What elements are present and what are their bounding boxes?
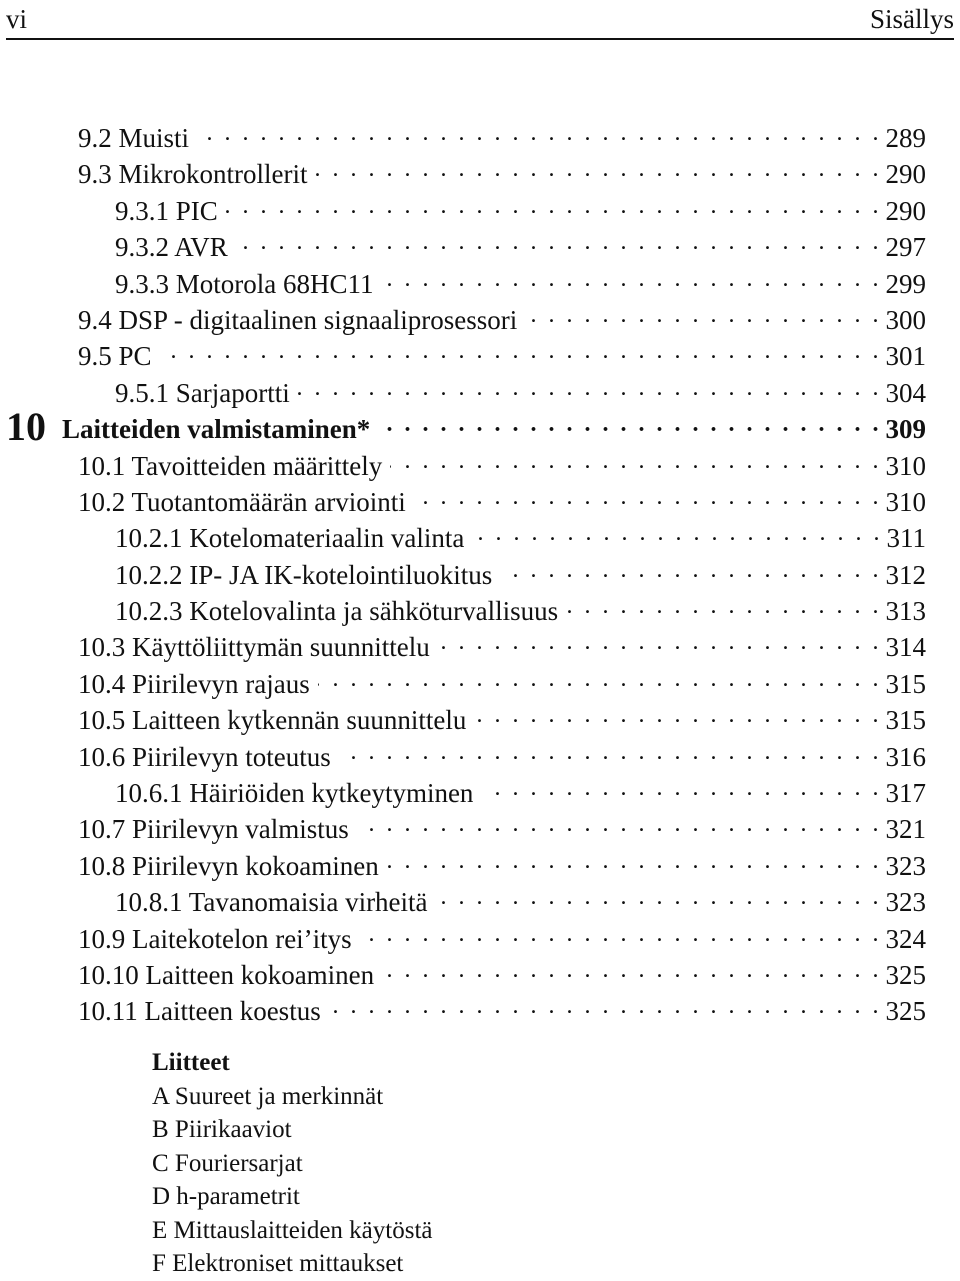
toc-entry-title: 9.3.2 AVR	[115, 232, 228, 263]
toc-entry[interactable]	[0, 693, 960, 736]
toc-entry-title: 9.5 PC	[78, 341, 152, 372]
toc-entry-page-number: 300	[885, 304, 926, 335]
toc-entry-page-number: 297	[885, 232, 926, 263]
toc-entry-title: 10.6.1 Häiriöiden kytkeytyminen	[115, 778, 474, 809]
table-of-contents	[0, 111, 960, 1027]
toc-entry-page-number: 324	[885, 923, 926, 954]
toc-entry[interactable]	[0, 147, 960, 190]
toc-entry[interactable]	[0, 766, 960, 809]
appendices-section	[152, 1046, 433, 1281]
toc-entry-title: 10.1 Tavoitteiden määrittely	[78, 450, 383, 481]
toc-entry-title: 10.8 Piirilevyn kokoaminen	[78, 850, 379, 881]
toc-entry-page-number: 310	[885, 450, 926, 481]
toc-dot-leader	[315, 151, 881, 187]
toc-entry-page-number: 317	[885, 778, 926, 809]
toc-entry-title: 10.2.2 IP- JA IK-kotelointiluokitus	[115, 559, 493, 590]
toc-entry[interactable]	[0, 366, 960, 408]
toc-entry-page-number: 299	[885, 268, 926, 299]
toc-dot-leader	[197, 115, 881, 151]
appendix-item[interactable]: A Suureet ja merkinnät	[152, 1082, 384, 1110]
toc-entry-title: Laitteiden valmistaminen*	[62, 414, 371, 445]
toc-entry-page-number: 321	[885, 814, 926, 845]
toc-entry-title: 10.7 Piirilevyn valmistus	[78, 814, 349, 845]
appendices-heading: Liitteet	[152, 1049, 230, 1076]
toc-entry-page-number: 323	[885, 887, 926, 918]
toc-entry[interactable]	[0, 802, 960, 845]
toc-dot-leader	[436, 879, 882, 915]
toc-entry-page-number: 316	[885, 741, 926, 772]
toc-entry-page-number: 309	[885, 414, 926, 445]
toc-entry-title: 10.6 Piirilevyn toteutus	[78, 741, 331, 772]
toc-entry-title: 10.2.1 Kotelomateriaalin valinta	[115, 523, 465, 554]
toc-entry-page-number: 325	[885, 959, 926, 990]
toc-entry[interactable]	[0, 257, 960, 299]
toc-entry-title: 9.3 Mikrokontrollerit	[78, 159, 308, 190]
toc-dot-leader	[318, 661, 882, 697]
toc-entry[interactable]	[0, 511, 960, 554]
toc-dot-leader	[236, 224, 882, 260]
toc-entry-page-number: 312	[885, 559, 926, 590]
appendix-item[interactable]: C Fouriersarjat	[152, 1149, 303, 1177]
toc-entry-title: 10.3 Käyttöliittymän suunnittelu	[78, 632, 430, 663]
toc-entry[interactable]	[0, 475, 960, 517]
page-number: vi	[6, 4, 28, 34]
toc-entry-page-number: 289	[885, 123, 926, 153]
toc-dot-leader	[438, 624, 882, 660]
toc-dot-leader	[566, 588, 881, 624]
toc-dot-leader	[472, 515, 882, 551]
toc-dot-leader	[298, 370, 882, 406]
toc-entry-title: 10.4 Piirilevyn rajaus	[78, 668, 310, 699]
toc-entry-title: 9.5.1 Sarjaportti	[115, 377, 290, 408]
toc-entry[interactable]	[0, 948, 960, 990]
toc-dot-leader	[500, 552, 881, 588]
appendix-item[interactable]: D h-parametrit	[152, 1183, 300, 1210]
toc-dot-leader	[387, 843, 882, 879]
toc-entry-page-number: 290	[885, 195, 926, 226]
toc-entry[interactable]	[0, 329, 960, 372]
toc-entry-title: 9.2 Muisti	[78, 123, 190, 153]
toc-entry[interactable]	[0, 548, 960, 590]
toc-entry-page-number: 304	[885, 377, 926, 408]
appendices-list	[152, 1080, 433, 1281]
toc-dot-leader	[339, 734, 882, 770]
toc-entry-page-number: 315	[885, 705, 926, 736]
toc-entry-page-number: 325	[885, 996, 926, 1027]
toc-entry[interactable]	[0, 293, 960, 335]
toc-dot-leader	[481, 770, 881, 806]
toc-entry-title: 10.10 Laitteen kokoaminen	[78, 959, 375, 990]
appendix-item[interactable]: E Mittauslaitteiden käytöstä	[152, 1216, 433, 1244]
toc-entry[interactable]	[0, 657, 960, 699]
toc-dot-leader	[382, 261, 882, 297]
toc-entry-page-number: 311	[886, 523, 926, 554]
toc-dot-leader	[357, 806, 882, 842]
toc-entry-page-number: 314	[885, 632, 926, 663]
toc-dot-leader	[160, 333, 882, 369]
toc-entry[interactable]	[0, 184, 960, 226]
toc-entry[interactable]	[0, 912, 960, 954]
toc-entry-title: 10.2 Tuotantomäärän arviointi	[78, 486, 406, 517]
toc-entry-title: 10.8.1 Tavanomaisia virheitä	[115, 887, 428, 918]
toc-dot-leader	[378, 406, 881, 442]
toc-entry-title: 10.5 Laitteen kytkennän suunnittelu	[78, 705, 467, 736]
toc-entry-title: 10.9 Laitekotelon rei’itys	[78, 923, 352, 954]
toc-dot-leader	[226, 188, 882, 224]
toc-entry-page-number: 290	[885, 159, 926, 190]
toc-entry-page-number: 313	[885, 596, 926, 627]
toc-dot-leader	[360, 916, 882, 952]
toc-entry[interactable]	[0, 839, 960, 881]
toc-entry[interactable]	[0, 730, 960, 772]
page-header	[6, 0, 954, 40]
toc-entry-page-number: 301	[885, 341, 926, 372]
appendix-item[interactable]: B Piirikaaviot	[152, 1116, 292, 1143]
toc-entry-title: 9.4 DSP - digitaalinen signaaliprosessori	[78, 304, 518, 335]
toc-entry-page-number: 323	[885, 850, 926, 881]
toc-entry[interactable]	[0, 111, 960, 153]
toc-entry[interactable]	[0, 875, 960, 918]
toc-entry[interactable]	[0, 620, 960, 663]
toc-dot-leader	[329, 988, 882, 1024]
toc-dot-leader	[525, 297, 881, 333]
toc-chapter-entry[interactable]	[0, 402, 960, 450]
toc-entry-title: 9.3.3 Motorola 68HC11	[115, 268, 374, 299]
toc-entry-title: 10.11 Laitteen koestus	[78, 996, 321, 1027]
toc-entry[interactable]	[0, 584, 960, 627]
appendix-item[interactable]: F Elektroniset mittaukset	[152, 1250, 404, 1277]
toc-entry-page-number: 310	[885, 486, 926, 517]
toc-entry[interactable]	[0, 439, 960, 481]
running-head-section: Sisällys	[869, 4, 954, 34]
toc-dot-leader	[414, 479, 882, 515]
toc-entry-title: 10.2.3 Kotelovalinta ja sähköturvallisuus	[115, 596, 559, 627]
toc-entry[interactable]	[0, 984, 960, 1027]
toc-dot-leader	[382, 952, 881, 988]
toc-dot-leader	[390, 443, 881, 479]
toc-entry-page-number: 315	[885, 668, 926, 699]
toc-entry[interactable]	[0, 220, 960, 263]
toc-dot-leader	[474, 697, 881, 733]
toc-chapter-number: 10	[6, 404, 46, 450]
toc-entry-title: 9.3.1 PIC	[115, 195, 218, 226]
